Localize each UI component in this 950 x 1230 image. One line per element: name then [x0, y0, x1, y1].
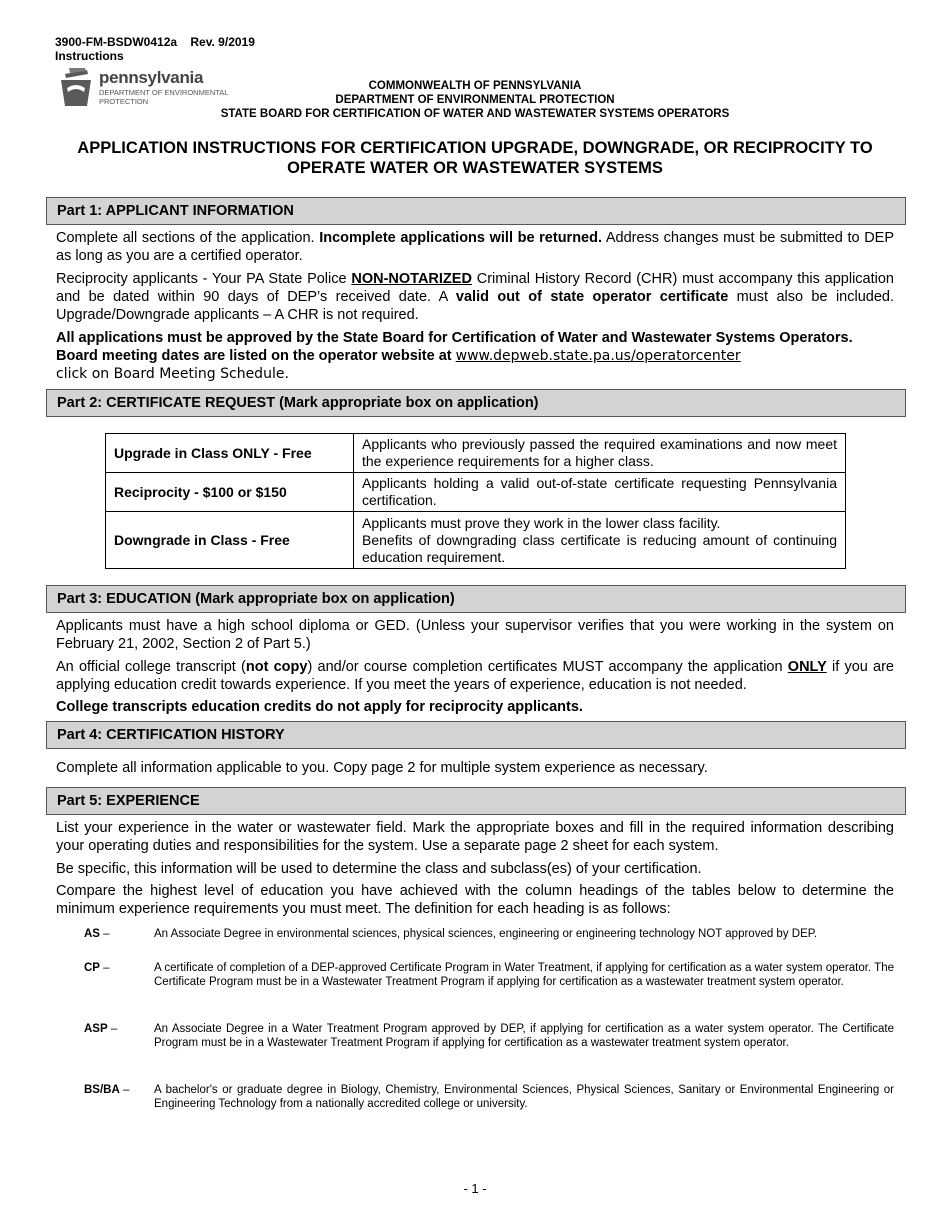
desc-line: Applicants must prove they work in the lower class facility. — [362, 514, 721, 531]
bold-text: valid out of state operator certificate — [455, 289, 729, 305]
definition-term: ASP – — [84, 1023, 118, 1035]
non-notarized-text: NON-NOTARIZED — [351, 271, 472, 287]
definition-desc: An Associate Degree in environmental sciences, physical sciences, engineering or engineering technology NOT approved by DEP. — [154, 928, 818, 940]
table-cell-label: Upgrade in Class ONLY - Free — [106, 434, 354, 473]
table-row — [106, 473, 846, 512]
table-row — [106, 512, 846, 569]
bold-text: All applications must be approved by the State Board for Certification of Water and Wastewater Systems Operators. Board meeting dates are listed on the operator website at — [56, 330, 853, 364]
operator-center-link[interactable]: www.depweb.state.pa.us/operatorcenter — [455, 348, 741, 364]
agency-line-1: COMMONWEALTH OF PENNSYLVANIA — [368, 80, 582, 92]
part5-paragraph-3: Compare the highest level of education you have achieved with the column headings of the tables below to determine the minimum experience requirements you must meet. The definition for each heading is as follows: — [56, 883, 894, 917]
definition-desc: An Associate Degree in a Water Treatment Program approved by DEP, if applying for certification as a water system operator. The Certificate Program must be in a Wastewater Treatment Program if applying for certification as a wastewater treatment system operator. — [154, 1023, 894, 1049]
document-title — [40, 138, 910, 178]
definition-desc: A bachelor's or graduate degree in Biology, Chemistry, Environmental Sciences, Physical Sciences, Sanitary or Environmental Engineering or Engineering Technology from a nationally accredited college or university. — [154, 1084, 894, 1110]
part4-paragraph-1: Complete all information applicable to you. Copy page 2 for multiple system experience as necessary. — [56, 760, 708, 776]
text: Reciprocity applicants - Your PA State Police — [56, 271, 352, 287]
table-cell-desc — [354, 512, 846, 569]
table-cell-label: Downgrade in Class - Free — [106, 512, 354, 569]
part2-heading: Part 2: CERTIFICATE REQUEST (Mark appropriate box on application) — [46, 389, 906, 417]
text: Criminal History Record (CHR) must accompany this application and be dated within 90 days of DEP’s received date. A — [56, 271, 894, 305]
title-line-1: APPLICATION INSTRUCTIONS FOR CERTIFICATION UPGRADE, DOWNGRADE, OR RECIPROCITY TO — [77, 139, 873, 157]
text: click on Board Meeting Schedule. — [56, 366, 289, 382]
definition-term: AS – — [84, 928, 110, 940]
text: if you are applying education credit towards experience. If you meet the years of experience, education is not needed. — [56, 659, 894, 693]
logo-wordmark: pennsylvania — [99, 68, 204, 87]
part5-paragraph-1: List your experience in the water or wastewater field. Mark the appropriate boxes and fill in the required information describing your operating duties and responsibilities for the system. Use a separate page 2 sheet for each system. — [56, 820, 894, 854]
part5-heading: Part 5: EXPERIENCE — [46, 787, 906, 815]
only-text: ONLY — [787, 659, 827, 675]
part3-paragraph-1: Applicants must have a high school diploma or GED. (Unless your supervisor verifies that you were working in the system on February 21, 2002, Section 2 of Part 5.) — [56, 618, 894, 652]
text: Complete all sections of the application. — [56, 230, 320, 246]
definition-term: CP – — [84, 962, 110, 974]
logo-subtitle: DEPARTMENT OF ENVIRONMENTAL PROTECTION — [99, 88, 229, 106]
text: Address changes must be submitted to DEP as long as you are a certified operator. — [56, 230, 895, 264]
certificate-request-table — [105, 433, 846, 569]
part1-paragraph-2 — [56, 270, 894, 324]
definition-term: BS/BA – — [84, 1084, 130, 1096]
bold-text: Incomplete applications will be returned. — [319, 230, 603, 246]
form-revision: Rev. 9/2019 — [190, 35, 255, 49]
desc-line: Benefits of downgrading class certificate is reducing amount of continuing education requirement. — [362, 531, 837, 565]
bold-text: not copy — [245, 659, 308, 675]
form-number-block — [55, 35, 255, 63]
part1-paragraph-1 — [56, 229, 894, 265]
table-cell-desc: Applicants holding a valid out-of-state certificate requesting Pennsylvania certification. — [354, 473, 846, 512]
part3-paragraph-3: College transcripts education credits do not apply for reciprocity applicants. — [56, 699, 583, 715]
text: must also be included. Upgrade/Downgrade applicants – A CHR is not required. — [56, 289, 894, 323]
part5-paragraph-2: Be specific, this information will be used to determine the class and subclass(es) of your certification. — [56, 861, 702, 877]
title-line-2: OPERATE WATER OR WASTEWATER SYSTEMS — [287, 159, 663, 177]
part1-heading: Part 1: APPLICANT INFORMATION — [46, 197, 906, 225]
part3-heading: Part 3: EDUCATION (Mark appropriate box on application) — [46, 585, 906, 613]
agency-line-2: DEPARTMENT OF ENVIRONMENTAL PROTECTION — [335, 94, 615, 106]
form-number: 3900-FM-BSDW0412a — [55, 35, 178, 49]
agency-line-3: STATE BOARD FOR CERTIFICATION OF WATER AND WASTEWATER SYSTEMS OPERATORS — [220, 108, 730, 120]
form-doc-type: Instructions — [55, 49, 124, 63]
part4-heading: Part 4: CERTIFICATION HISTORY — [46, 721, 906, 749]
text: An official college transcript ( — [56, 659, 246, 675]
part3-paragraph-2 — [56, 658, 894, 694]
table-cell-desc: Applicants who previously passed the required examinations and now meet the experience requirements for a higher class. — [354, 434, 846, 473]
text: ) and/or course completion certificates MUST accompany the application — [307, 659, 788, 675]
table-cell-label: Reciprocity - $100 or $150 — [106, 473, 354, 512]
table-row — [106, 434, 846, 473]
part1-paragraph-3 — [56, 329, 894, 383]
page-number: - 1 - — [463, 1181, 487, 1196]
definition-desc: A certificate of completion of a DEP-approved Certificate Program in Water Treatment, if applying for certification as a water system operator. The Certificate Program must be in a Wastewater Treatment Program if applying for certification as a wastewater treatment system operator. — [154, 962, 894, 988]
